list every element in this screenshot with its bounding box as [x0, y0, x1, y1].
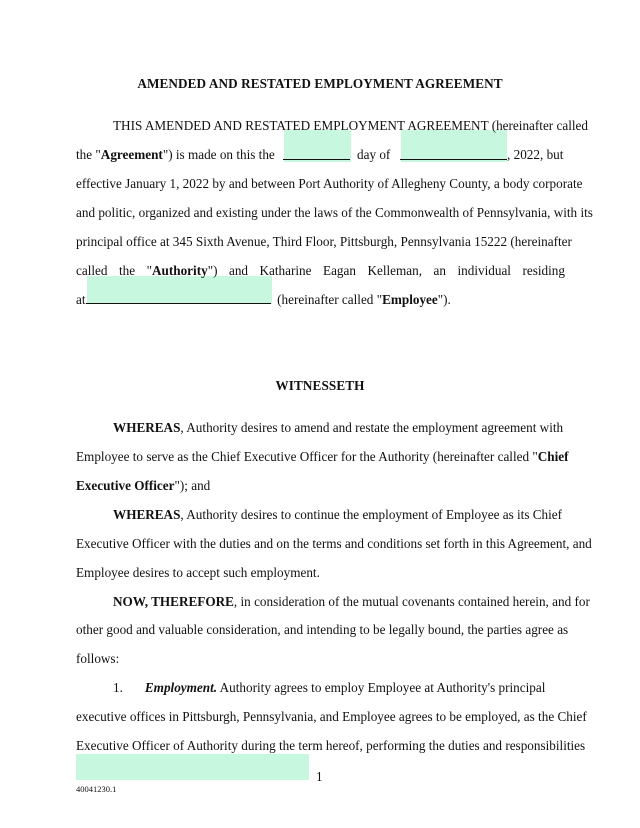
- intro-line-2: the "Agreement") is made on this the day of , 2022, but: [76, 147, 564, 162]
- whereas1-line-1: WHEREAS, Authority desires to amend and restate the employment agreement with: [113, 420, 564, 435]
- document-title: AMENDED AND RESTATED EMPLOYMENT AGREEMENT: [137, 76, 503, 91]
- whereas2-line-1: WHEREAS, Authority desires to continue the employment of Employee as its Chief: [113, 507, 563, 522]
- section1-line-3: Executive Officer of Authority during the term hereof, performing the duties and responsibilities: [76, 738, 586, 753]
- intro-line-1: THIS AMENDED AND RESTATED EMPLOYMENT AGREEMENT (hereinafter called: [113, 118, 588, 133]
- now-line-3: follows:: [76, 651, 120, 666]
- now-line-2: other good and valuable consideration, and intending to be legally bound, the parties agree as: [76, 622, 569, 637]
- whereas1-line-2: Employee to serve as the Chief Executive Officer for the Authority (hereinafter called "Chief: [76, 449, 569, 464]
- whereas2-line-3: Employee desires to accept such employment.: [76, 565, 320, 580]
- whereas2-line-2: Executive Officer with the duties and on the terms and conditions set forth in this Agreement, and: [76, 536, 592, 551]
- footer-highlight: [76, 754, 309, 780]
- intro-line-7: at (hereinafter called "Employee").: [76, 292, 451, 307]
- section1-line-1: 1. Employment. Authority agrees to employ Employee at Authority's principal: [113, 680, 546, 695]
- day-blank: [283, 147, 350, 160]
- document-id: 40041230.1: [76, 784, 117, 794]
- month-blank: [400, 147, 507, 160]
- intro-line-5: principal office at 345 Sixth Avenue, Third Floor, Pittsburgh, Pennsylvania 15222 (hereinafter: [76, 234, 572, 249]
- page-number: 1: [316, 769, 323, 784]
- section1-line-2: executive offices in Pittsburgh, Pennsylvania, and Employee agrees to be employed, as the Chief: [76, 709, 587, 724]
- witnesseth-heading: WITNESSETH: [275, 378, 365, 393]
- now-line-1: NOW, THEREFORE, in consideration of the mutual covenants contained herein, and for: [113, 594, 590, 609]
- whereas1-line-3: Executive Officer"); and: [76, 478, 211, 493]
- intro-line-6: called the "Authority") and Katharine Eagan Kelleman, an individual residing: [76, 263, 565, 278]
- intro-line-4: and politic, organized and existing under the laws of the Commonwealth of Pennsylvania, with its: [76, 205, 593, 220]
- address-blank: [86, 291, 271, 304]
- intro-line-3: effective January 1, 2022 by and between Port Authority of Allegheny County, a body corporate: [76, 176, 583, 191]
